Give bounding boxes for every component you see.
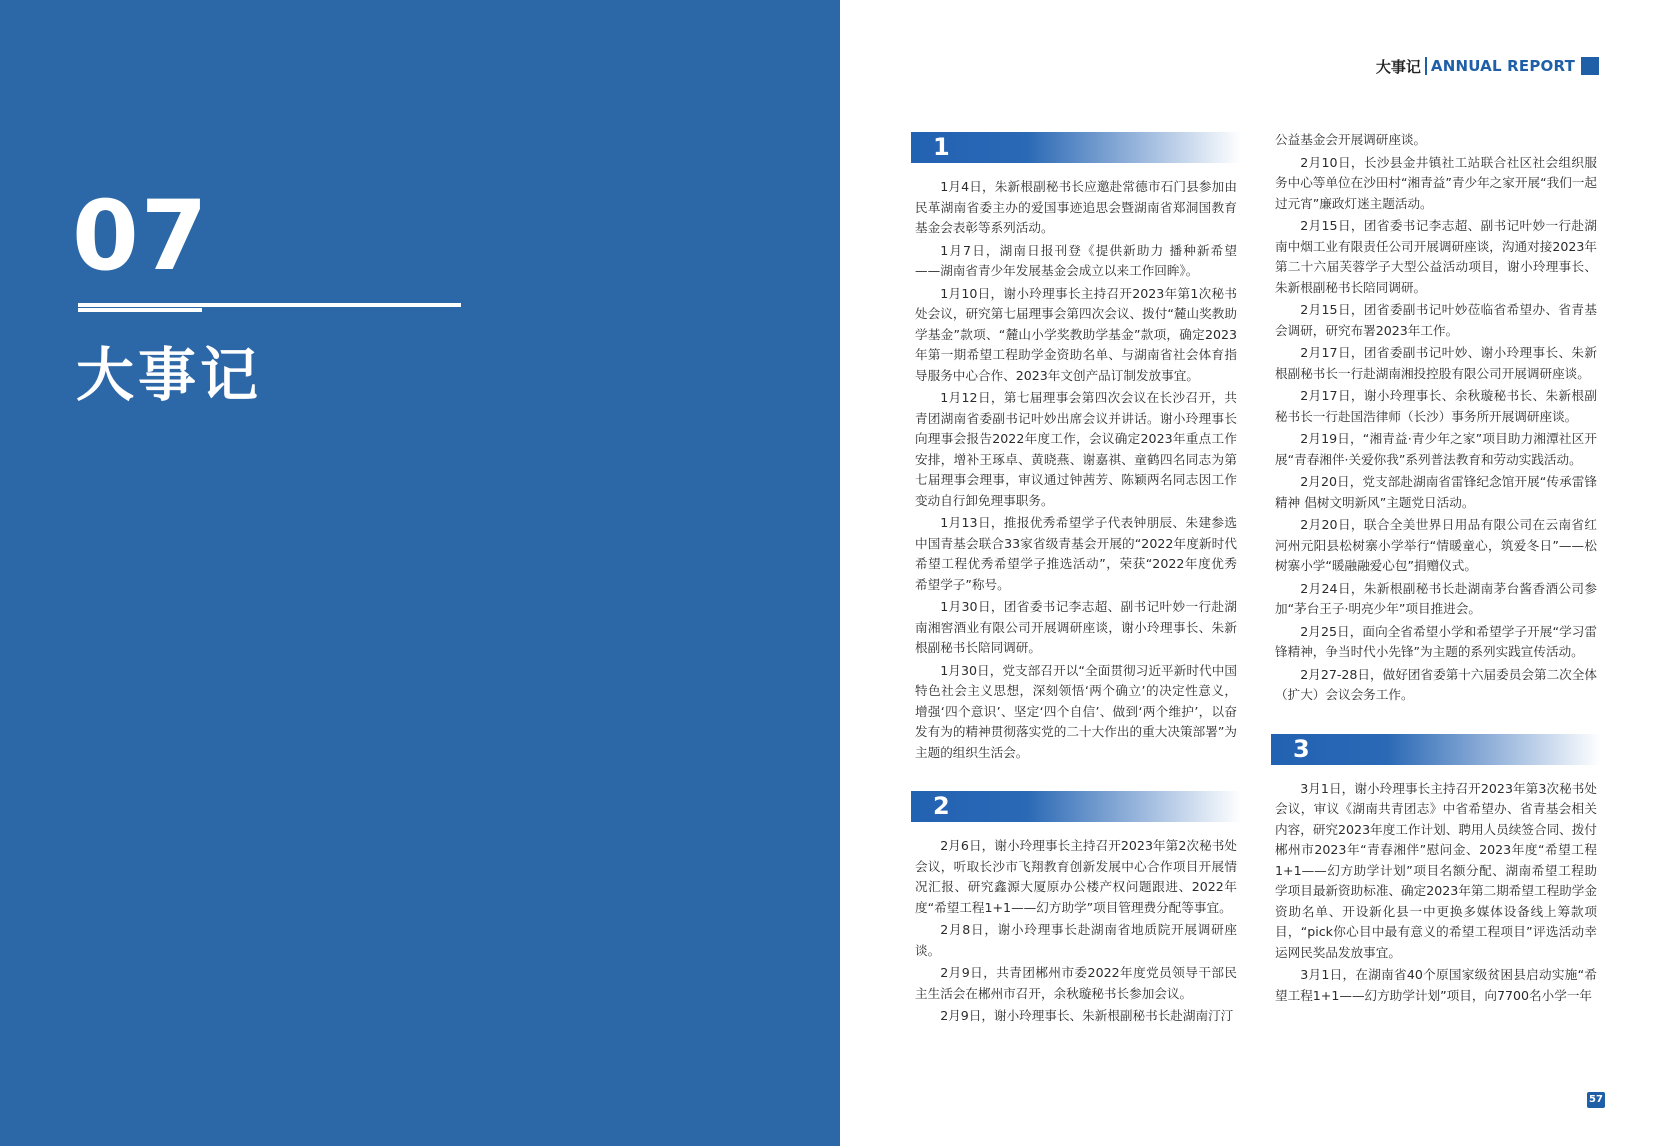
- page-number: 57: [1587, 1092, 1605, 1108]
- event-entry: 1月12日，第七届理事会第四次会议在长沙召开，共青团湖南省委副书记叶妙出席会议并讲话。谢小玲理事长向理事会报告2022年度工作，会议确定2023年重点工作安排，增补王琢卓、黄晓燕、谢嘉祺、童鹤四名同志为第七届理事会理事，审议通过钟茜芳、陈颖两名同志因工作变动自行卸免理事职务。: [915, 390, 1237, 508]
- event-entry: 2月20日，党支部赴湖南省雷锋纪念馆开展“传承雷锋精神 倡树文明新风”主题党日活动。: [1275, 474, 1597, 510]
- event-entry-continued: 公益基金会开展调研座谈。: [1275, 132, 1427, 147]
- month-heading-1: [911, 132, 1241, 163]
- event-entry: 1月30日，团省委书记李志超、副书记叶妙一行赴湖南湘窖酒业有限公司开展调研座谈，谢小玲理事长、朱新根副秘书长陪同调研。: [915, 599, 1237, 655]
- event-entry: 1月10日，谢小玲理事长主持召开2023年第1次秘书处会议，研究第七届理事会第四次会议、拨付“麓山奖教助学基金”款项、“麓山小学奖教助学基金”款项，确定2023年第一期希望工程助学金资助名单、与湖南省社会体育指导服务中心合作、2023年文创产品订制发放事宜。: [915, 285, 1237, 383]
- event-entry: 2月27-28日，做好团省委第十六届委员会第二次全体（扩大）会议会务工作。: [1275, 666, 1597, 702]
- event-entry: 2月20日，联合全美世界日用品有限公司在云南省红河州元阳县松树寨小学举行“情暖童心，筑爱冬日”——松树寨小学“暖融融爱心包”捐赠仪式。: [1275, 517, 1597, 573]
- event-entry: 2月9日，共青团郴州市委2022年度党员领导干部民主生活会在郴州市召开，余秋璇秘书长参加会议。: [915, 965, 1237, 1001]
- text-column-right: [1275, 130, 1597, 1008]
- chapter-title: 大事记: [76, 341, 263, 409]
- event-entry: 1月4日，朱新根副秘书长应邀赴常德市石门县参加由民革湖南省委主办的爱国事迹追思会暨湖南省郑洞国教育基金会表彰等系列活动。: [915, 179, 1237, 235]
- header-separator: [1425, 57, 1427, 75]
- event-entry: 2月15日，团省委副书记叶妙莅临省希望办、省青基会调研，研究布署2023年工作。: [1275, 302, 1597, 338]
- event-entry: 3月1日，在湖南省40个原国家级贫困县启动实施“希望工程1+1——幻方助学计划”项目，向7700名小学一年: [1275, 967, 1597, 1003]
- header-title-cn: 大事记: [1375, 57, 1421, 76]
- event-entry: 3月1日，谢小玲理事长主持召开2023年第3次秘书处会议，审议《湖南共青团志》中省希望办、省青基会相关内容，研究2023年度工作计划、聘用人员续签合同、拨付郴州市2023年“青春湘伴”慰问金、2023年度“希望工程1+1——幻方助学计划”项目名额分配、湖南希望工程助学项目最新资助标准、确定2023年第二期希望工程助学金资助名单、开设新化县一中更换多媒体设备线上筹款项目，“pick你心目中最有意义的希望工程项目”评选活动幸运网民奖品发放事宜。: [1275, 780, 1597, 960]
- running-header: [1376, 55, 1599, 77]
- month-heading-3: [1271, 734, 1601, 765]
- header-square-icon: [1581, 57, 1599, 75]
- chapter-number: 07: [72, 180, 210, 292]
- event-entry: 2月15日，团省委书记李志超、副书记叶妙一行赴湖南中烟工业有限责任公司开展调研座谈，沟通对接2023年第二十六届芙蓉学子大型公益活动项目，谢小玲理事长、朱新根副秘书长陪同调研。: [1275, 218, 1597, 295]
- event-entry: 2月8日，谢小玲理事长赴湖南省地质院开展调研座谈。: [915, 922, 1237, 958]
- event-entry: 1月30日，党支部召开以“全面贯彻习近平新时代中国特色社会主义思想，深刻领悟‘两个确立’的决定性意义，增强‘四个意识’、坚定‘四个自信’、做到‘两个维护’，以奋发有为的精神贯彻落实党的二十大作出的重大决策部署”为主题的组织生活会。: [915, 662, 1237, 760]
- month-label: 3: [1293, 734, 1310, 763]
- event-entry: 2月6日，谢小玲理事长主持召开2023年第2次秘书处会议，听取长沙市飞翔教育创新发展中心合作项目开展情况汇报、研究鑫源大厦原办公楼产权问题跟进、2022年度“希望工程1+1——幻方助学”项目管理费分配等事宜。: [915, 838, 1237, 915]
- event-entry: 1月13日，推报优秀希望学子代表钟朋辰、朱建参选中国青基会联合33家省级青基会开展的“2022年度新时代希望工程优秀希望学子推选活动”，荣获“2022年度优秀希望学子”称号。: [915, 515, 1237, 592]
- month-label: 1: [933, 133, 950, 161]
- header-title-en: ANNUAL REPORT: [1430, 57, 1575, 75]
- event-entry: 1月7日，湖南日报刊登《提供新助力 播种新希望——湖南省青少年发展基金会成立以来工作回眸》。: [915, 242, 1237, 278]
- event-entry: 2月10日，长沙县金井镇社工站联合社区社会组织服务中心等单位在沙田村“湘青益”青少年之家开展“我们一起过元宵”廉政灯迷主题活动。: [1275, 154, 1597, 211]
- event-entry: 2月25日，面向全省希望小学和希望学子开展“学习雷锋精神，争当时代小先锋”为主题的系列实践宣传活动。: [1275, 623, 1597, 659]
- chapter-divider: [78, 303, 461, 307]
- text-column-left: [915, 132, 1237, 1029]
- month-label: 2: [933, 792, 950, 820]
- event-entry: 2月17日，谢小玲理事长、余秋璇秘书长、朱新根副秘书长一行赴国浩律师（长沙）事务所开展调研座谈。: [1275, 388, 1597, 424]
- month-heading-2: [911, 791, 1241, 822]
- event-entry: 2月19日，“湘青益·青少年之家”项目助力湘潭社区开展“青春湘伴·关爱你我”系列普法教育和劳动实践活动。: [1275, 431, 1597, 467]
- event-entry: 2月24日，朱新根副秘书长赴湖南茅台酱香酒公司参加“茅台王子·明亮少年”项目推进会。: [1275, 580, 1597, 616]
- chapter-divider-accent: [78, 308, 202, 312]
- event-entry: 2月17日，团省委副书记叶妙、谢小玲理事长、朱新根副秘书长一行赴湖南湘投控股有限公司开展调研座谈。: [1275, 345, 1597, 381]
- event-entry: 2月9日，谢小玲理事长、朱新根副秘书长赴湖南汀汀: [940, 1008, 1234, 1023]
